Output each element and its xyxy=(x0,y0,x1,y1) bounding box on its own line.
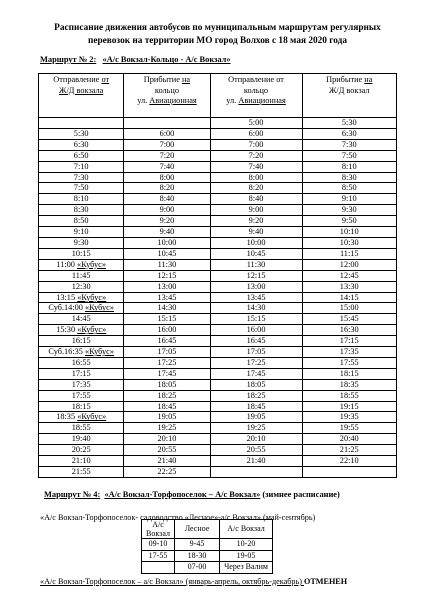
table-cell: 8:10 xyxy=(302,161,397,172)
table-cell: 9:20 xyxy=(210,216,302,227)
table-cell: 22:25 xyxy=(124,467,210,478)
route-4-label: Маршрут № 4: xyxy=(44,490,101,499)
table-cell: 18:05 xyxy=(124,379,210,390)
table-cell: 8:00 xyxy=(210,172,302,183)
cancel-status: ОТМЕНЕН xyxy=(304,577,348,586)
table-cell: 9:50 xyxy=(302,216,397,227)
table-row xyxy=(39,314,397,325)
table-cell: 8:40 xyxy=(210,194,302,205)
table-row xyxy=(39,390,397,401)
table-cell: 7:00 xyxy=(124,139,210,150)
table-cell: Суб.14:00 «Кубус» xyxy=(39,303,124,314)
table-cell: 9:20 xyxy=(124,216,210,227)
table-row xyxy=(39,456,397,467)
table-cell: 18:45 xyxy=(210,401,302,412)
table-cell: 14:30 xyxy=(210,303,302,314)
table-row xyxy=(142,539,273,551)
table-cell: 9:10 xyxy=(302,194,397,205)
table-cell: 21:10 xyxy=(39,456,124,467)
table-cell: 14:45 xyxy=(39,314,124,325)
summer-header-cell: Лесное xyxy=(175,520,220,539)
table-cell: 18:45 xyxy=(124,401,210,412)
table-cell: 10:45 xyxy=(210,248,302,259)
table-cell: 20:10 xyxy=(210,434,302,445)
table-cell xyxy=(142,562,175,574)
table-cell: 20:55 xyxy=(210,445,302,456)
table-cell: 13:15 «Кубус» xyxy=(39,292,124,303)
table-cell xyxy=(302,467,397,478)
table-row xyxy=(39,183,397,194)
table-cell: 14:30 xyxy=(124,303,210,314)
table-row xyxy=(39,118,397,129)
table-cell: 6:00 xyxy=(124,128,210,139)
route-4-heading xyxy=(44,490,340,499)
table-row xyxy=(39,194,397,205)
table-cell: 12:15 xyxy=(210,270,302,281)
table-cell: 19:05 xyxy=(124,412,210,423)
table-row xyxy=(39,303,397,314)
table-cell: 7:40 xyxy=(124,161,210,172)
route-2-heading xyxy=(40,55,231,64)
header-arrival-ring: Прибытие на кольцо ул. Авиационная xyxy=(124,74,210,118)
table-row xyxy=(142,562,273,574)
table-cell: 21:55 xyxy=(39,467,124,478)
summer-table-header xyxy=(142,520,273,539)
table-cell: 13:45 xyxy=(210,292,302,303)
table-cell: 8:10 xyxy=(39,194,124,205)
table-cell: 09-10 xyxy=(142,539,175,551)
table-cell: 18-30 xyxy=(175,550,220,562)
table-cell xyxy=(39,118,124,129)
table-row xyxy=(39,248,397,259)
table-cell: 17-55 xyxy=(142,550,175,562)
table-cell: 16:45 xyxy=(124,336,210,347)
title-line-1: Расписание движения автобусов по муниципальным маршрутам регулярных xyxy=(54,23,381,33)
document-title xyxy=(10,22,425,48)
kubus-mark: «Кубус» xyxy=(85,303,114,313)
table-cell: 15:15 xyxy=(210,314,302,325)
table-cell: 13:30 xyxy=(302,281,397,292)
table-cell: 12:30 xyxy=(39,281,124,292)
summer-header-cell: А/с Вокзал xyxy=(220,520,273,539)
kubus-mark: «Кубус» xyxy=(77,259,107,269)
table-cell: 15:15 xyxy=(124,314,210,325)
header-departure-ring: Отправление от кольцо ул. Авиационная xyxy=(210,74,302,118)
table-cell: 11:30 xyxy=(210,259,302,270)
table-cell: 10:00 xyxy=(124,237,210,248)
table-cell: 17:45 xyxy=(210,368,302,379)
table-cell: 17:25 xyxy=(124,357,210,368)
table-row xyxy=(39,412,397,423)
table-cell: 19-05 xyxy=(220,550,273,562)
table-cell: 8:50 xyxy=(39,216,124,227)
cancel-route-text: «А/с Вокзал-Торфопоселок – а/с Вокзал» (январь-апрель, октябрь-декабрь) xyxy=(40,577,305,586)
table-cell: 10:10 xyxy=(302,227,397,238)
table-cell: Суб.16:35 «Кубус» xyxy=(39,347,124,358)
kubus-mark: «Кубус» xyxy=(77,292,107,302)
table-row xyxy=(39,423,397,434)
table-cell: 17:35 xyxy=(39,379,124,390)
table-row xyxy=(39,281,397,292)
table-cell: 6:00 xyxy=(210,128,302,139)
table-cell: 9-45 xyxy=(175,539,220,551)
table-cell: 7:30 xyxy=(302,139,397,150)
table-row xyxy=(39,259,397,270)
table-cell: 7:20 xyxy=(210,150,302,161)
route-4-note: (зимнее расписание) xyxy=(260,490,340,499)
table-row xyxy=(39,205,397,216)
table-cell: 14:15 xyxy=(302,292,397,303)
table-cell: 20:25 xyxy=(39,445,124,456)
route-4-summer-line: «А/с Вокзал-Торфопоселок- садоводство «Лесное»-а/с Вокзал» (май-сентябрь) xyxy=(40,513,316,522)
table-cell: 15:45 xyxy=(302,314,397,325)
table-cell: 18:05 xyxy=(210,379,302,390)
table-row xyxy=(39,237,397,248)
table-cell: 5:00 xyxy=(210,118,302,129)
table-cell: 11:45 xyxy=(39,270,124,281)
table-cell: 5:30 xyxy=(39,128,124,139)
table-cell: 7:30 xyxy=(39,172,124,183)
table-cell: 6:30 xyxy=(39,139,124,150)
summer-header-cell: А/с Вокзал xyxy=(142,520,175,539)
table-cell: 13:00 xyxy=(124,281,210,292)
table-cell: 10:30 xyxy=(302,237,397,248)
table-row xyxy=(39,139,397,150)
table-cell: 6:50 xyxy=(39,150,124,161)
table-cell: 20:40 xyxy=(302,434,397,445)
table-cell: 8:20 xyxy=(124,183,210,194)
table-cell: 7:50 xyxy=(39,183,124,194)
table-cell: 22:10 xyxy=(302,456,397,467)
table-row xyxy=(39,445,397,456)
table-row xyxy=(39,227,397,238)
table-cell: 9:30 xyxy=(302,205,397,216)
table-cell: 18:15 xyxy=(39,401,124,412)
table-cell: 18:25 xyxy=(124,390,210,401)
table-cell: 19:15 xyxy=(302,401,397,412)
table-row xyxy=(39,379,397,390)
schedule-header-row xyxy=(39,74,397,118)
table-cell: 15:30 «Кубус» xyxy=(39,325,124,336)
table-cell: 21:40 xyxy=(210,456,302,467)
title-line-2: перевозок на территории МО город Волхов с 18 мая 2020 года xyxy=(88,36,347,46)
table-cell: 17:55 xyxy=(302,357,397,368)
table-row xyxy=(39,357,397,368)
table-cell: Через Валим xyxy=(220,562,273,574)
table-cell: 16:30 xyxy=(302,325,397,336)
table-cell: 19:25 xyxy=(210,423,302,434)
table-cell: 18:55 xyxy=(39,423,124,434)
schedule-body xyxy=(39,118,397,478)
table-cell: 18:35 «Кубус» xyxy=(39,412,124,423)
table-row xyxy=(39,292,397,303)
table-cell: 6:30 xyxy=(302,128,397,139)
table-cell: 07-00 xyxy=(175,562,220,574)
table-cell: 10:00 xyxy=(210,237,302,248)
kubus-mark: «Кубус» xyxy=(77,412,107,422)
route-4-name: «А/с Вокзал-Торфопоселок – А/с Вокзал» xyxy=(104,490,261,499)
table-cell: 17:55 xyxy=(39,390,124,401)
table-cell: 19:25 xyxy=(124,423,210,434)
table-row xyxy=(39,161,397,172)
table-row xyxy=(39,336,397,347)
table-row xyxy=(39,128,397,139)
table-cell: 20:10 xyxy=(124,434,210,445)
table-cell: 9:00 xyxy=(210,205,302,216)
table-row xyxy=(39,434,397,445)
table-row xyxy=(39,172,397,183)
table-cell: 13:45 xyxy=(124,292,210,303)
table-cell: 10-20 xyxy=(220,539,273,551)
route-4-summer-table xyxy=(141,519,273,574)
table-cell xyxy=(210,467,302,478)
table-row xyxy=(39,325,397,336)
header-arrival-station: Прибытие на Ж/Д вокзал xyxy=(302,74,397,118)
table-cell: 8:20 xyxy=(210,183,302,194)
table-row xyxy=(39,270,397,281)
table-row xyxy=(39,216,397,227)
table-cell: 12:00 xyxy=(302,259,397,270)
table-cell: 9:40 xyxy=(124,227,210,238)
route-2-schedule-table xyxy=(38,73,397,478)
table-cell: 16:00 xyxy=(124,325,210,336)
table-cell: 7:40 xyxy=(210,161,302,172)
table-cell: 10:15 xyxy=(39,248,124,259)
table-cell: 16:15 xyxy=(39,336,124,347)
table-cell: 18:55 xyxy=(302,390,397,401)
table-cell: 7:50 xyxy=(302,150,397,161)
table-row xyxy=(39,467,397,478)
kubus-mark: «Кубус» xyxy=(85,347,114,357)
table-cell: 9:10 xyxy=(39,227,124,238)
table-cell: 17:35 xyxy=(302,347,397,358)
table-cell: 10:45 xyxy=(124,248,210,259)
table-cell: 7:10 xyxy=(39,161,124,172)
table-cell: 19:05 xyxy=(210,412,302,423)
table-cell: 17:25 xyxy=(210,357,302,368)
table-cell xyxy=(124,118,210,129)
header-departure-station: Отправление от Ж/Д вокзала xyxy=(39,74,124,118)
table-cell: 18:25 xyxy=(210,390,302,401)
route-4-cancel-line xyxy=(40,577,347,586)
table-cell: 17:15 xyxy=(39,368,124,379)
table-cell: 7:20 xyxy=(124,150,210,161)
table-cell: 5:30 xyxy=(302,118,397,129)
table-cell: 21:40 xyxy=(124,456,210,467)
table-cell: 7:00 xyxy=(210,139,302,150)
table-cell: 19:55 xyxy=(302,423,397,434)
table-cell: 9:30 xyxy=(39,237,124,248)
table-row xyxy=(39,347,397,358)
table-cell: 11:30 xyxy=(124,259,210,270)
kubus-mark: «Кубус» xyxy=(77,325,107,335)
table-cell: 8:00 xyxy=(124,172,210,183)
table-row xyxy=(39,401,397,412)
table-cell: 8:30 xyxy=(302,172,397,183)
table-cell: 17:45 xyxy=(124,368,210,379)
table-cell: 20:55 xyxy=(124,445,210,456)
table-cell: 11:15 xyxy=(302,248,397,259)
table-cell: 12:45 xyxy=(302,270,397,281)
table-cell: 16:00 xyxy=(210,325,302,336)
table-cell: 8:30 xyxy=(39,205,124,216)
table-cell: 8:40 xyxy=(124,194,210,205)
table-cell: 8:50 xyxy=(302,183,397,194)
table-cell: 12:15 xyxy=(124,270,210,281)
table-cell: 15:00 xyxy=(302,303,397,314)
table-row xyxy=(142,550,273,562)
table-row xyxy=(39,368,397,379)
table-cell: 16:45 xyxy=(210,336,302,347)
table-cell: 17:05 xyxy=(124,347,210,358)
table-cell: 13:00 xyxy=(210,281,302,292)
table-cell: 9:40 xyxy=(210,227,302,238)
table-cell: 17:05 xyxy=(210,347,302,358)
table-cell: 9:00 xyxy=(124,205,210,216)
table-cell: 17:15 xyxy=(302,336,397,347)
table-cell: 18:35 xyxy=(302,379,397,390)
table-cell: 11:00 «Кубус» xyxy=(39,259,124,270)
table-cell: 16:55 xyxy=(39,357,124,368)
table-cell: 19:35 xyxy=(302,412,397,423)
table-cell: 19:40 xyxy=(39,434,124,445)
route-2-name: «А/с Вокзал-Кольцо - А/с Вокзал» xyxy=(102,55,231,64)
table-cell: 21:25 xyxy=(302,445,397,456)
table-row xyxy=(39,150,397,161)
table-cell: 18:15 xyxy=(302,368,397,379)
route-2-label: Маршрут № 2: xyxy=(40,55,97,64)
